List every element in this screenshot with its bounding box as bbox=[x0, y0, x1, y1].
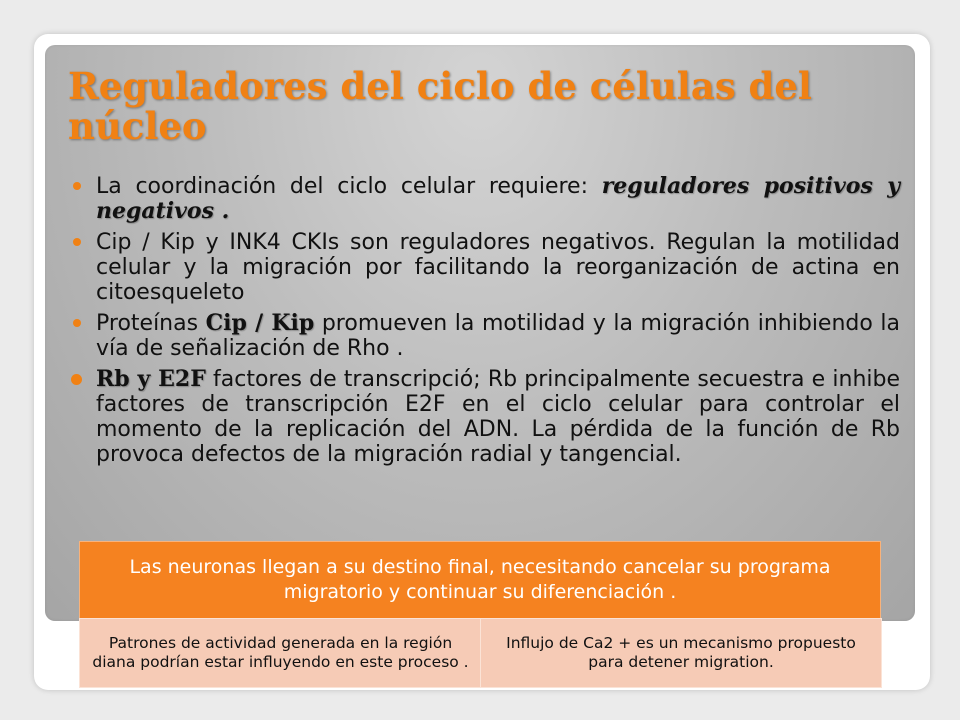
bullet-emphasis: Rb y E2F bbox=[96, 366, 206, 392]
bullet-text: factores de transcripció; Rb principalmente secuestra e inhibe factores de transcripción E2F en el ciclo celular para controlar el momento de la replicación del ADN. La pérdida de la función de Rb provoca defectos de la migración radial y tangencial. bbox=[96, 367, 900, 467]
bullet-list bbox=[68, 174, 900, 473]
slide-title: Reguladores del ciclo de células del núcleo bbox=[68, 64, 812, 148]
right-callout-box bbox=[480, 618, 882, 688]
bullet-text: Proteínas bbox=[96, 311, 206, 336]
bullet-item bbox=[68, 311, 900, 361]
bullet-emphasis: reguladores positivos y negativos . bbox=[96, 173, 900, 224]
right-callout-text: Influjo de Ca2 + es un mecanismo propuesto para detener migration. bbox=[506, 634, 856, 671]
bullet-text: promueven la motilidad y la migración inhibiendo la vía de señalización de Rho . bbox=[96, 311, 900, 361]
main-callout-text: Las neuronas llegan a su destino final, necesitando cancelar su programa migratorio y continuar su diferenciación . bbox=[129, 556, 831, 603]
bullet-dot-icon bbox=[73, 238, 81, 246]
bullet-emphasis: Cip / Kip bbox=[205, 310, 315, 336]
bullet-dot-icon bbox=[73, 319, 81, 327]
bullet-dot-icon bbox=[71, 374, 82, 385]
bullet-item bbox=[68, 174, 900, 224]
bullet-item bbox=[68, 230, 900, 305]
main-callout-box bbox=[79, 541, 881, 619]
bullet-text: Cip / Kip y INK4 CKIs son reguladores negativos. Regulan la motilidad celular y la migración por facilitando la reorganización de actina en citoesqueleto bbox=[96, 230, 900, 305]
left-callout-box bbox=[79, 618, 482, 688]
left-callout-text: Patrones de actividad generada en la región diana podrían estar influyendo en este proceso . bbox=[92, 634, 469, 671]
bullet-dot-icon bbox=[73, 182, 81, 190]
bullet-text: La coordinación del ciclo celular requiere: bbox=[96, 174, 602, 199]
bullet-item bbox=[68, 367, 900, 467]
